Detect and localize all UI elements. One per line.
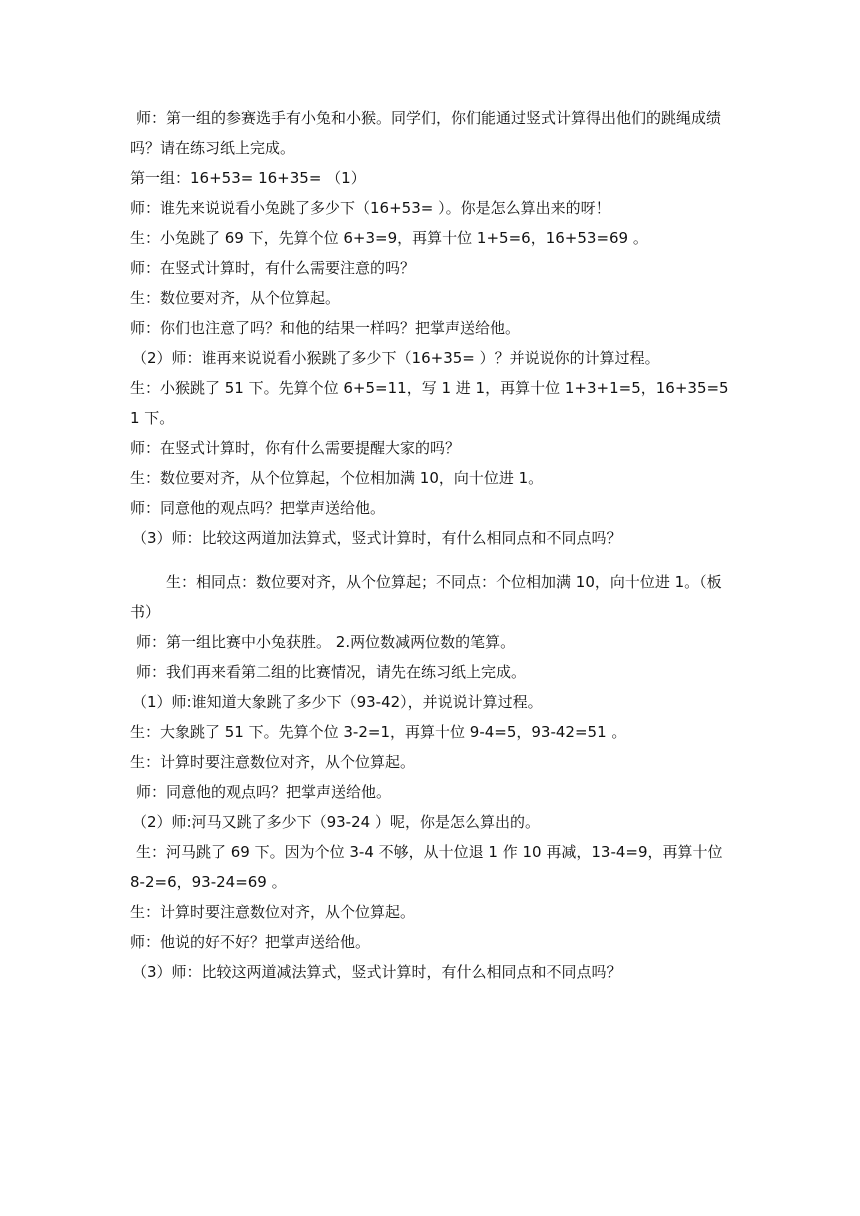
paragraph-student-rabbit: 生：小兔跳了 69 下，先算个位 6+3=9，再算十位 1+5=6，16+53=69 。 xyxy=(130,229,648,247)
paragraph-teacher-ask-monkey: （2）师：谁再来说说看小猴跳了多少下（16+35= ）？并说说你的计算过程。 xyxy=(132,349,660,367)
paragraph-teacher-remind: 师：在竖式计算时，你有什么需要提醒大家的吗？ xyxy=(130,439,461,457)
paragraph-teacher-ask-elephant: （1）师:谁知道大象跳了多少下（93-42），并说说计算过程。 xyxy=(132,693,543,711)
paragraph-group-one: 第一组：16+53= 16+35= （1） xyxy=(130,169,366,187)
paragraph-student-carry: 生：数位要对齐，从个位算起，个位相加满 10，向十位进 1。 xyxy=(130,469,544,487)
paragraph-student-align: 生：数位要对齐，从个位算起。 xyxy=(130,289,341,307)
paragraph-teacher-compare-subtraction: （3）师：比较这两道减法算式，竖式计算时，有什么相同点和不同点吗？ xyxy=(132,963,622,981)
paragraph-teacher-intro: 师：第一组的参赛选手有小兔和小猴。同学们，你们能通过竖式计算得出他们的跳绳成绩吗？请在练习纸上完成。 xyxy=(130,109,722,157)
paragraph-teacher-group-two: 师：我们再来看第二组的比赛情况，请先在练习纸上完成。 xyxy=(136,663,527,681)
paragraph-student-elephant: 生：大象跳了 51 下。先算个位 3-2=1，再算十位 9-4=5，93-42=51 。 xyxy=(130,723,627,741)
paragraph-teacher-ask-rabbit: 师：谁先来说说看小兔跳了多少下（16+53= ）。你是怎么算出来的呀！ xyxy=(130,199,611,217)
paragraph-student-hippo: 生：河马跳了 69 下。因为个位 3-4 不够，从十位退 1 作 10 再减，13-4=9，再算十位 8-2=6，93-24=69 。 xyxy=(130,843,723,891)
paragraph-teacher-applause-2: 师：同意他的观点吗？把掌声送给他。 xyxy=(130,499,386,517)
paragraph-teacher-compare-addition: （3）师：比较这两道加法算式，竖式计算时，有什么相同点和不同点吗？ xyxy=(132,529,622,547)
paragraph-teacher-applause-4: 师：他说的好不好？把掌声送给他。 xyxy=(130,933,371,951)
paragraph-student-monkey: 生：小猴跳了 51 下。先算个位 6+5=11，写 1 进 1，再算十位 1+3+1=5，16+35=51 下。 xyxy=(130,379,729,427)
paragraph-teacher-rabbit-wins: 师：第一组比赛中小兔获胜。 2.两位数减两位数的笔算。 xyxy=(136,633,516,651)
paragraph-student-align-2: 生：计算时要注意数位对齐，从个位算起。 xyxy=(130,753,416,771)
paragraph-teacher-applause-1: 师：你们也注意了吗？和他的结果一样吗？把掌声送给他。 xyxy=(130,319,521,337)
paragraph-student-compare-addition: 生：相同点：数位要对齐，从个位算起；不同点：个位相加满 10，向十位进 1。（板书） xyxy=(130,573,722,621)
document-body xyxy=(130,103,736,987)
paragraph-gap xyxy=(130,553,736,567)
paragraph-student-align-3: 生：计算时要注意数位对齐，从个位算起。 xyxy=(130,903,416,921)
paragraph-teacher-attention: 师：在竖式计算时，有什么需要注意的吗？ xyxy=(130,259,416,277)
paragraph-teacher-applause-3: 师：同意他的观点吗？把掌声送给他。 xyxy=(136,783,392,801)
paragraph-teacher-ask-hippo: （2）师:河马又跳了多少下（93-24 ）呢，你是怎么算出的。 xyxy=(132,813,540,831)
